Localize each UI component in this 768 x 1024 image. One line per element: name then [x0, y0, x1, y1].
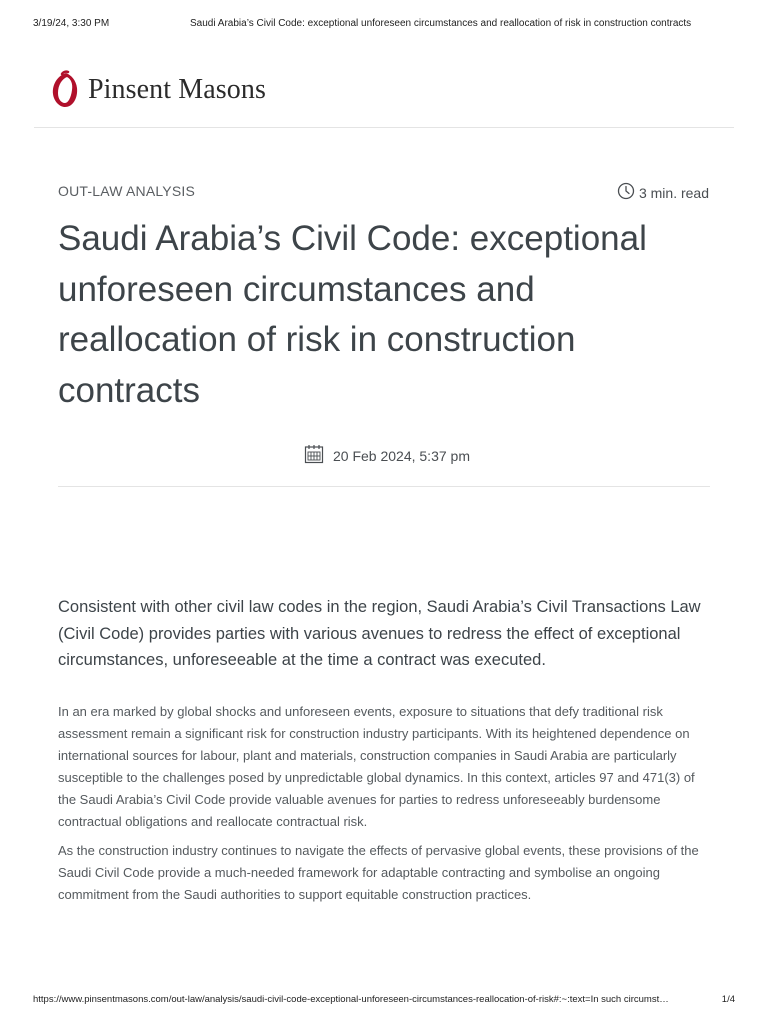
- header-divider: [34, 127, 734, 128]
- print-url: https://www.pinsentmasons.com/out-law/analysis/saudi-civil-code-exceptional-unforeseen-circumstances-reallocation-of-risk#:~:text=In such circumst…: [33, 994, 669, 1005]
- article-paragraph: In an era marked by global shocks and unforeseen events, exposure to situations that defy traditional risk assessment remain a significant risk for construction industry participants. With its heightened dependence on international sources for labour, plant and materials, construction companies in Saudi Arabia are particularly susceptible to the challenges posed by unpredictable global dynamics. In this context, articles 97 and 471(3) of the Saudi Arabia’s Civil Code provide valuable avenues for parties to redress unforeseeably burdensome contractual obligations and reallocate contractual risk.: [58, 704, 695, 829]
- pinsent-masons-logo-icon: [50, 70, 80, 110]
- site-logo[interactable]: [50, 70, 266, 110]
- article-paragraph: As the construction industry continues to navigate the effects of pervasive global events, these provisions of the Saudi Civil Code provide a much-needed framework for adaptable contracting and symbolise an ongoing commitment from the Saudi authorities to support equitable construction practices.: [58, 843, 699, 902]
- print-page-number: 1/4: [721, 994, 735, 1005]
- publish-date-label: 20 Feb 2024, 5:37 pm: [333, 447, 470, 464]
- article-category[interactable]: OUT-LAW ANALYSIS: [58, 183, 196, 199]
- read-time: [617, 182, 709, 203]
- print-datetime: 3/19/24, 3:30 PM: [33, 18, 110, 29]
- print-doc-title: Saudi Arabia’s Civil Code: exceptional unforeseen circumstances and reallocation of risk in construction contracts: [190, 18, 692, 29]
- read-time-label: 3 min. read: [638, 184, 709, 201]
- article-headline: Saudi Arabia’s Civil Code: exceptional unforeseen circumstances and reallocation of risk in construction contracts: [58, 219, 647, 410]
- brand-name: Pinsent Masons: [88, 74, 266, 105]
- clock-icon: [617, 182, 639, 203]
- publish-date: [304, 444, 470, 467]
- article-lead: Consistent with other civil law codes in the region, Saudi Arabia’s Civil Transactions Law (Civil Code) provides parties with various avenues to redress the effect of exceptional circumstances, unforeseeable at the time a contract was executed.: [58, 598, 701, 669]
- article-divider: [58, 486, 710, 487]
- calendar-icon: [304, 444, 333, 467]
